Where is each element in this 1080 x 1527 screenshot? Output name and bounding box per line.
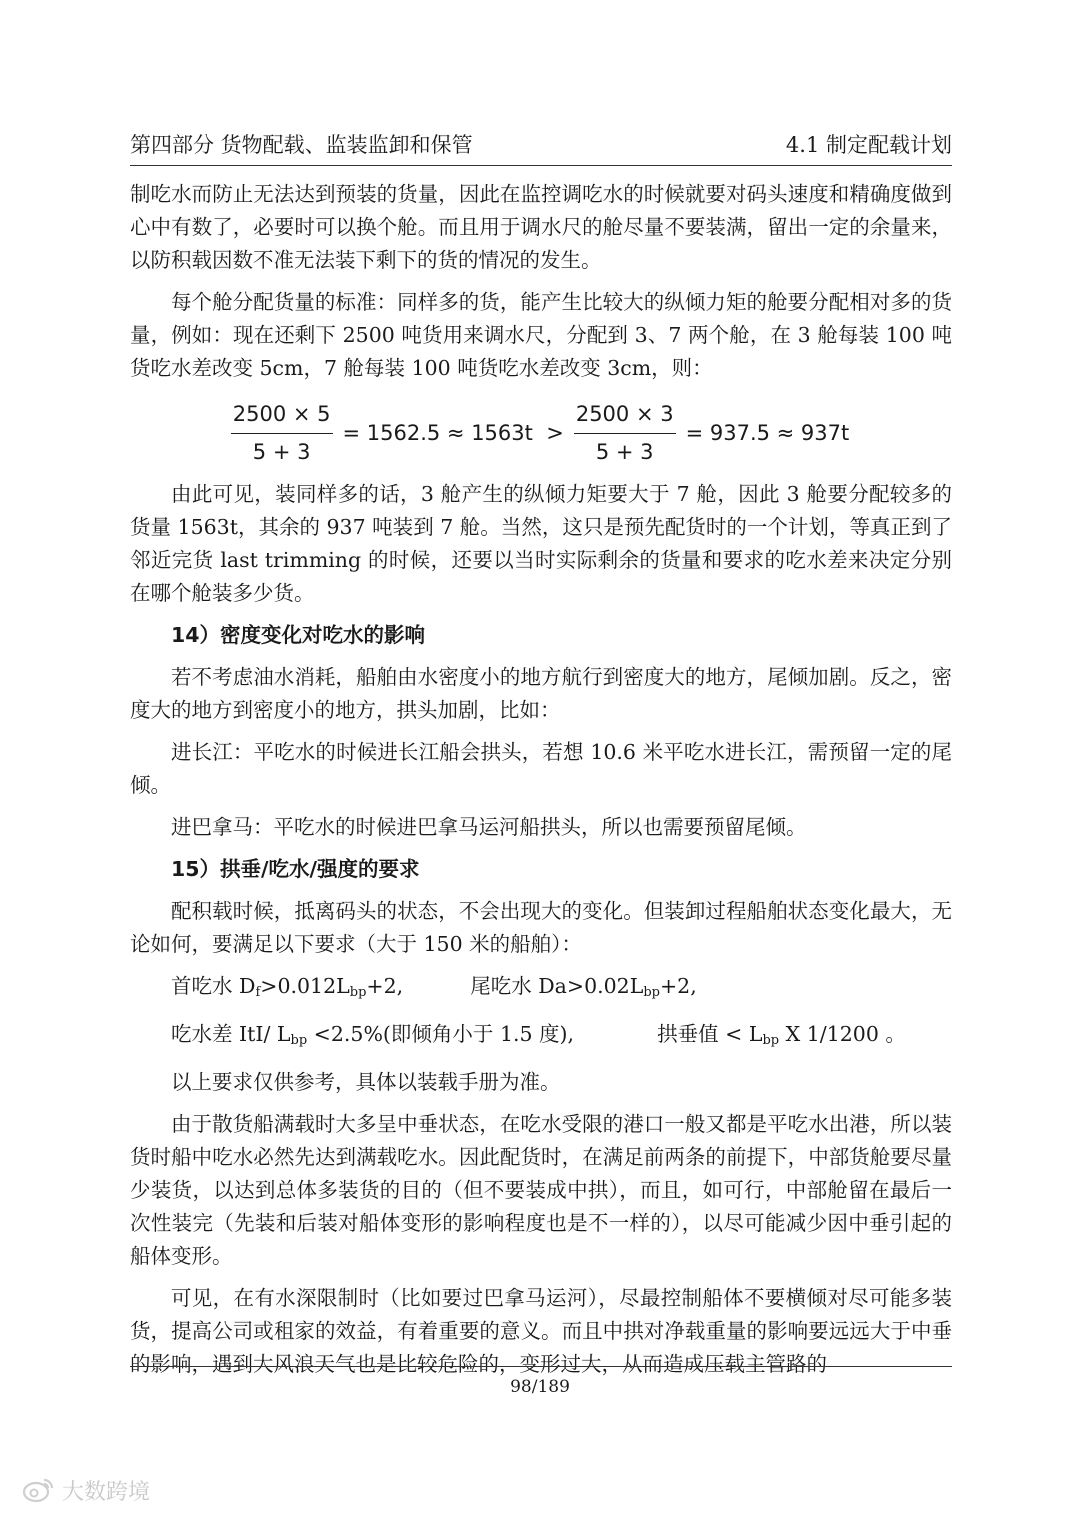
- fraction: [574, 398, 676, 469]
- req-text: +2,: [366, 974, 404, 998]
- paragraph: 配积载时候，抵离码头的状态，不会出现大的变化。但装卸过程船舶状态变化最大，无论如何，要满足以下要求（大于 150 米的船舶）：: [130, 899, 952, 956]
- watermark: [22, 1474, 150, 1506]
- fraction-denominator: 5 + 3: [252, 439, 311, 464]
- req-text: 吃水差 ItI/ L: [171, 1022, 291, 1046]
- draft-requirement: [130, 970, 952, 1009]
- req-sub: bp: [290, 1033, 308, 1048]
- weibo-logo-icon: [22, 1477, 56, 1503]
- paragraph: 以上要求仅供参考，具体以装载手册为准。: [171, 1070, 561, 1094]
- req-text: <2.5%(即倾角小于 1.5 度),: [307, 1022, 575, 1046]
- paragraph: 每个舱分配货量的标准：同样多的货，能产生比较大的纵倾力矩的舱要分配相对多的货量，例如：现在还剩下 2500 吨货用来调水尺，分配到 3、7 两个舱，在 3 舱每装 100 吨货吃水差改变 5cm，7 舱每装 100 吨货吃水差改变 3cm，则：: [130, 290, 952, 380]
- page-number: 98/189: [510, 1377, 570, 1397]
- running-header: [130, 130, 952, 164]
- req-text: 尾吃水 Da>0.02L: [470, 974, 644, 998]
- req-text: 拱垂值 < L: [657, 1022, 763, 1046]
- req-text: 首吃水 D: [171, 974, 256, 998]
- req-text: X 1/1200 。: [779, 1022, 906, 1046]
- paragraph: 由此可见，装同样多的话，3 舱产生的纵倾力矩要大于 7 舱，因此 3 舱要分配较多的货量 1563t，其余的 937 吨装到 7 舱。当然，这只是预先配货时的一个计划，等真正到了邻近完货 last trimming 的时候，还要以当时实际剩余的货量和要求的吃水差来决定分别在哪个舱装多少货。: [130, 482, 952, 605]
- req-sub: f: [255, 985, 261, 1000]
- header-chapter-title: 4.1 制定配载计划: [785, 133, 952, 157]
- paragraph: 进长江：平吃水的时候进长江船会拱头，若想 10.6 米平吃水进长江，需预留一定的尾倾。: [130, 740, 952, 797]
- paragraph: 制吃水而防止无法达到预装的货量，因此在监控调吃水的时候就要对码头速度和精确度做到心中有数了，必要时可以换个舱。而且用于调水尺的舱尽量不要装满，留出一定的余量来，以防积载因数不准无法装下剩下的货的情况的发生。: [130, 182, 952, 272]
- allocation-formula: [130, 394, 952, 472]
- fraction: [231, 398, 333, 469]
- footer-divider: [130, 1366, 952, 1367]
- req-sub: bp: [643, 985, 660, 1000]
- paragraph: 若不考虑油水消耗，船舶由水密度小的地方航行到密度大的地方，尾倾加剧。反之，密度大的地方到密度小的地方，拱头加剧，比如：: [130, 665, 952, 722]
- header-divider: [130, 165, 952, 166]
- fraction-numerator: 2500 × 3: [574, 398, 676, 434]
- body-text: [130, 178, 952, 1390]
- trim-requirement: [130, 1018, 952, 1057]
- paragraph: 进巴拿马：平吃水的时候进巴拿马运河船拱头，所以也需要预留尾倾。: [171, 815, 807, 839]
- paragraph: 由于散货船满载时大多呈中垂状态，在吃水受限的港口一般又都是平吃水出港，所以装货时船中吃水必然先达到满载吃水。因此配货时，在满足前两条的前提下，中部货舱要尽量少装货，以达到总体多装货的目的（但不要装成中拱），而且，如可行，中部舱留在最后一次性装完（先装和后装对船体变形的影响程度也是不一样的），以尽可能减少因中垂引起的船体变形。: [130, 1112, 952, 1268]
- section-heading-15: 15）拱垂/吃水/强度的要求: [171, 857, 420, 881]
- req-text: +2,: [659, 974, 697, 998]
- header-section-title: 第四部分 货物配载、监装监卸和保管: [130, 133, 473, 157]
- req-sub: bp: [349, 985, 367, 1000]
- req-text: >0.012L: [260, 974, 350, 998]
- req-sub: bp: [762, 1033, 780, 1048]
- fraction-numerator: 2500 × 5: [231, 398, 333, 434]
- paragraph: 可见，在有水深限制时（比如要过巴拿马运河），尽最控制船体不要横倾对尽可能多装货，提高公司或租家的效益，有着重要的意义。而且中拱对净载重量的影响要远远大于中垂的影响，遇到大风浪天气也是比较危险的，变形过大，从而造成压载主管路的: [130, 1286, 952, 1376]
- formula-result: = 937.5 ≈ 937t: [685, 420, 850, 445]
- watermark-text: 大数跨境: [62, 1479, 151, 1505]
- formula-result: = 1562.5 ≈ 1563t >: [342, 420, 564, 445]
- fraction-denominator: 5 + 3: [595, 439, 654, 464]
- section-heading-14: 14）密度变化对吃水的影响: [171, 623, 426, 647]
